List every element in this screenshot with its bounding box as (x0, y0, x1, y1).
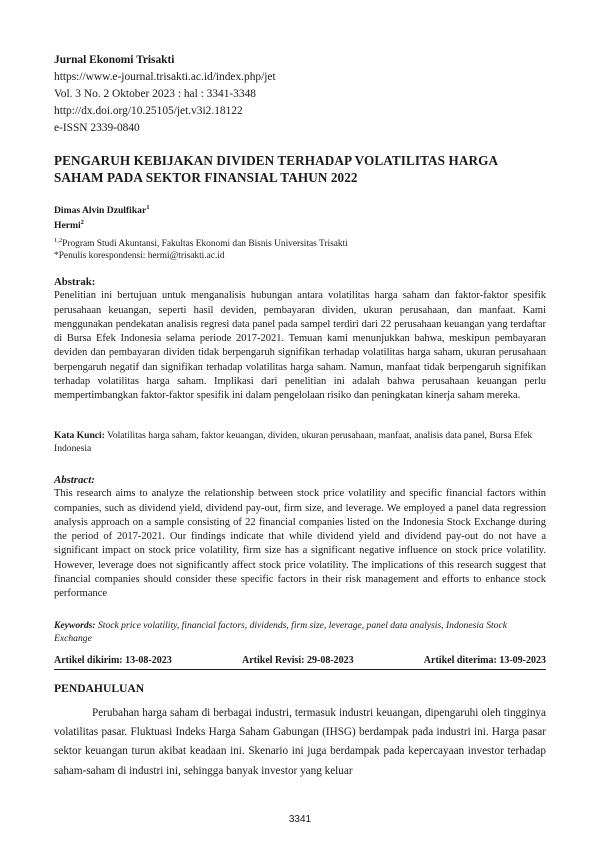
kata-kunci (54, 430, 546, 455)
journal-volume: Vol. 3 No. 2 Oktober 2023 : hal : 3341-3348 (54, 88, 256, 100)
affiliation-text: Program Studi Akuntansi, Fakultas Ekonomi dan Bisnis Universitas Trisakti (62, 239, 348, 250)
kata-kunci-label: Kata Kunci: (54, 430, 105, 441)
affiliation-block (54, 235, 348, 262)
keywords-label: Keywords: (54, 620, 96, 631)
author-2-name: Hermi (54, 220, 81, 232)
correspondence: *Penulis korespondensi: hermi@trisakti.ac.id (54, 251, 225, 262)
abstract-section (54, 473, 546, 602)
article-dates (54, 655, 546, 670)
kata-kunci-text: Volatilitas harga saham, faktor keuangan, dividen, ukuran perusahaan, manfaat, analisis data panel, Bursa Efek Indonesia (54, 430, 533, 454)
body-paragraph: Perubahan harga saham di berbagai industri, termasuk industri keuangan, dipengaruhi oleh tingginya volatilitas pasar. Fluktuasi Indeks Harga Saham Gabungan (IHSG) berdampak pada industri ini. Harga pasar sektor keuangan turun akibat keadaan ini. Skenario ini juga berdampak pada kepercayaan investor terhadap saham-saham di industri ini, sehingga banyak investor yang keluar (54, 707, 546, 777)
date-revised: Artikel Revisi: 29-08-2023 (242, 655, 354, 666)
author-list (54, 202, 149, 232)
paper-title-line-2: SAHAM PADA SEKTOR FINANSIAL TAHUN 2022 (54, 170, 358, 185)
author-1-name: Dimas Alvin Dzulfikar (54, 205, 147, 217)
author-2 (54, 217, 149, 232)
abstrak-section (54, 275, 546, 404)
page-number: 3341 (288, 814, 312, 825)
paper-title-line-1: PENGARUH KEBIJAKAN DIVIDEN TERHADAP VOLATILITAS HARGA (54, 153, 499, 168)
abstract-label: Abstract: (54, 474, 95, 486)
author-1-sup: 1 (146, 204, 150, 211)
abstrak-text: Penelitian ini bertujuan untuk menganalisis hubungan antara volatilitas harga saham dan faktor-faktor spesifik perusahaan keuangan, seperti hasil deviden, pembayaran dividen, ukuran perusahaan, dan manfaat. Kami menggunakan pendekatan analisis regresi data panel pada sampel terdiri dari 22 perusahaan keuangan yang terdaftar di Bursa Efek Indonesia selama periode 2017-2021. Temuan kami menunjukkan bahwa, meskipun pembayaran deviden dan pembayaran dividen tidak berpengaruh signifikan terhadap volatilitas harga saham, ukuran perusahaan berpengaruh negatif dan signifikan terhadap volatilitas harga saham. Namun, manfaat tidak berpengaruh signifikan terhadap volatilitas harga saham. Implikasi dari penelitian ini adalah bahwa perusahaan keuangan perlu mempertimbangkan faktor-faktor spesifik ini dalam pengelolaan risiko dan peningkatan kinerja saham mereka. (54, 290, 546, 402)
abstrak-label: Abstrak: (54, 276, 96, 288)
date-submitted: Artikel dikirim: 13-08-2023 (54, 655, 172, 666)
journal-eissn: e-ISSN 2339-0840 (54, 122, 140, 134)
paper-title (54, 152, 554, 186)
author-1 (54, 202, 149, 217)
body-text (54, 704, 546, 781)
journal-header (54, 52, 554, 137)
affiliation-program (54, 235, 348, 250)
journal-name: Jurnal Ekonomi Trisakti (54, 54, 175, 66)
journal-doi[interactable]: http://dx.doi.org/10.25105/jet.v3i2.18122 (54, 105, 243, 117)
date-accepted: Artikel diterima: 13-09-2023 (423, 655, 546, 666)
affiliation-sup: 1,2 (54, 237, 63, 244)
abstract-text: This research aims to analyze the relationship between stock price volatility and specific financial factors within companies, such as dividend yield, dividend pay-out, firm size, and leverage. We employed a panel data regression analysis approach on a sample consisting of 22 financial companies listed on the Indonesia Stock Exchange during the period of 2017-2021. Our findings indicate that while dividend yield and dividend pay-out do not have a significant impact on stock price volatility, firm size has a significant negative influence on stock price volatility. However, leverage does not significantly affect stock price volatility. The implications of this research suggest that financial companies should consider these specific factors in their risk management and efforts to enhance stock performance (54, 488, 546, 600)
section-heading: PENDAHULUAN (54, 682, 145, 695)
keywords-text: Stock price volatility, financial factors, dividends, firm size, leverage, panel data analysis, Indonesia Stock Exchange (54, 620, 507, 644)
journal-url[interactable]: https://www.e-journal.trisakti.ac.id/index.php/jet (54, 71, 276, 83)
keywords (54, 620, 546, 645)
author-2-sup: 2 (80, 219, 84, 227)
